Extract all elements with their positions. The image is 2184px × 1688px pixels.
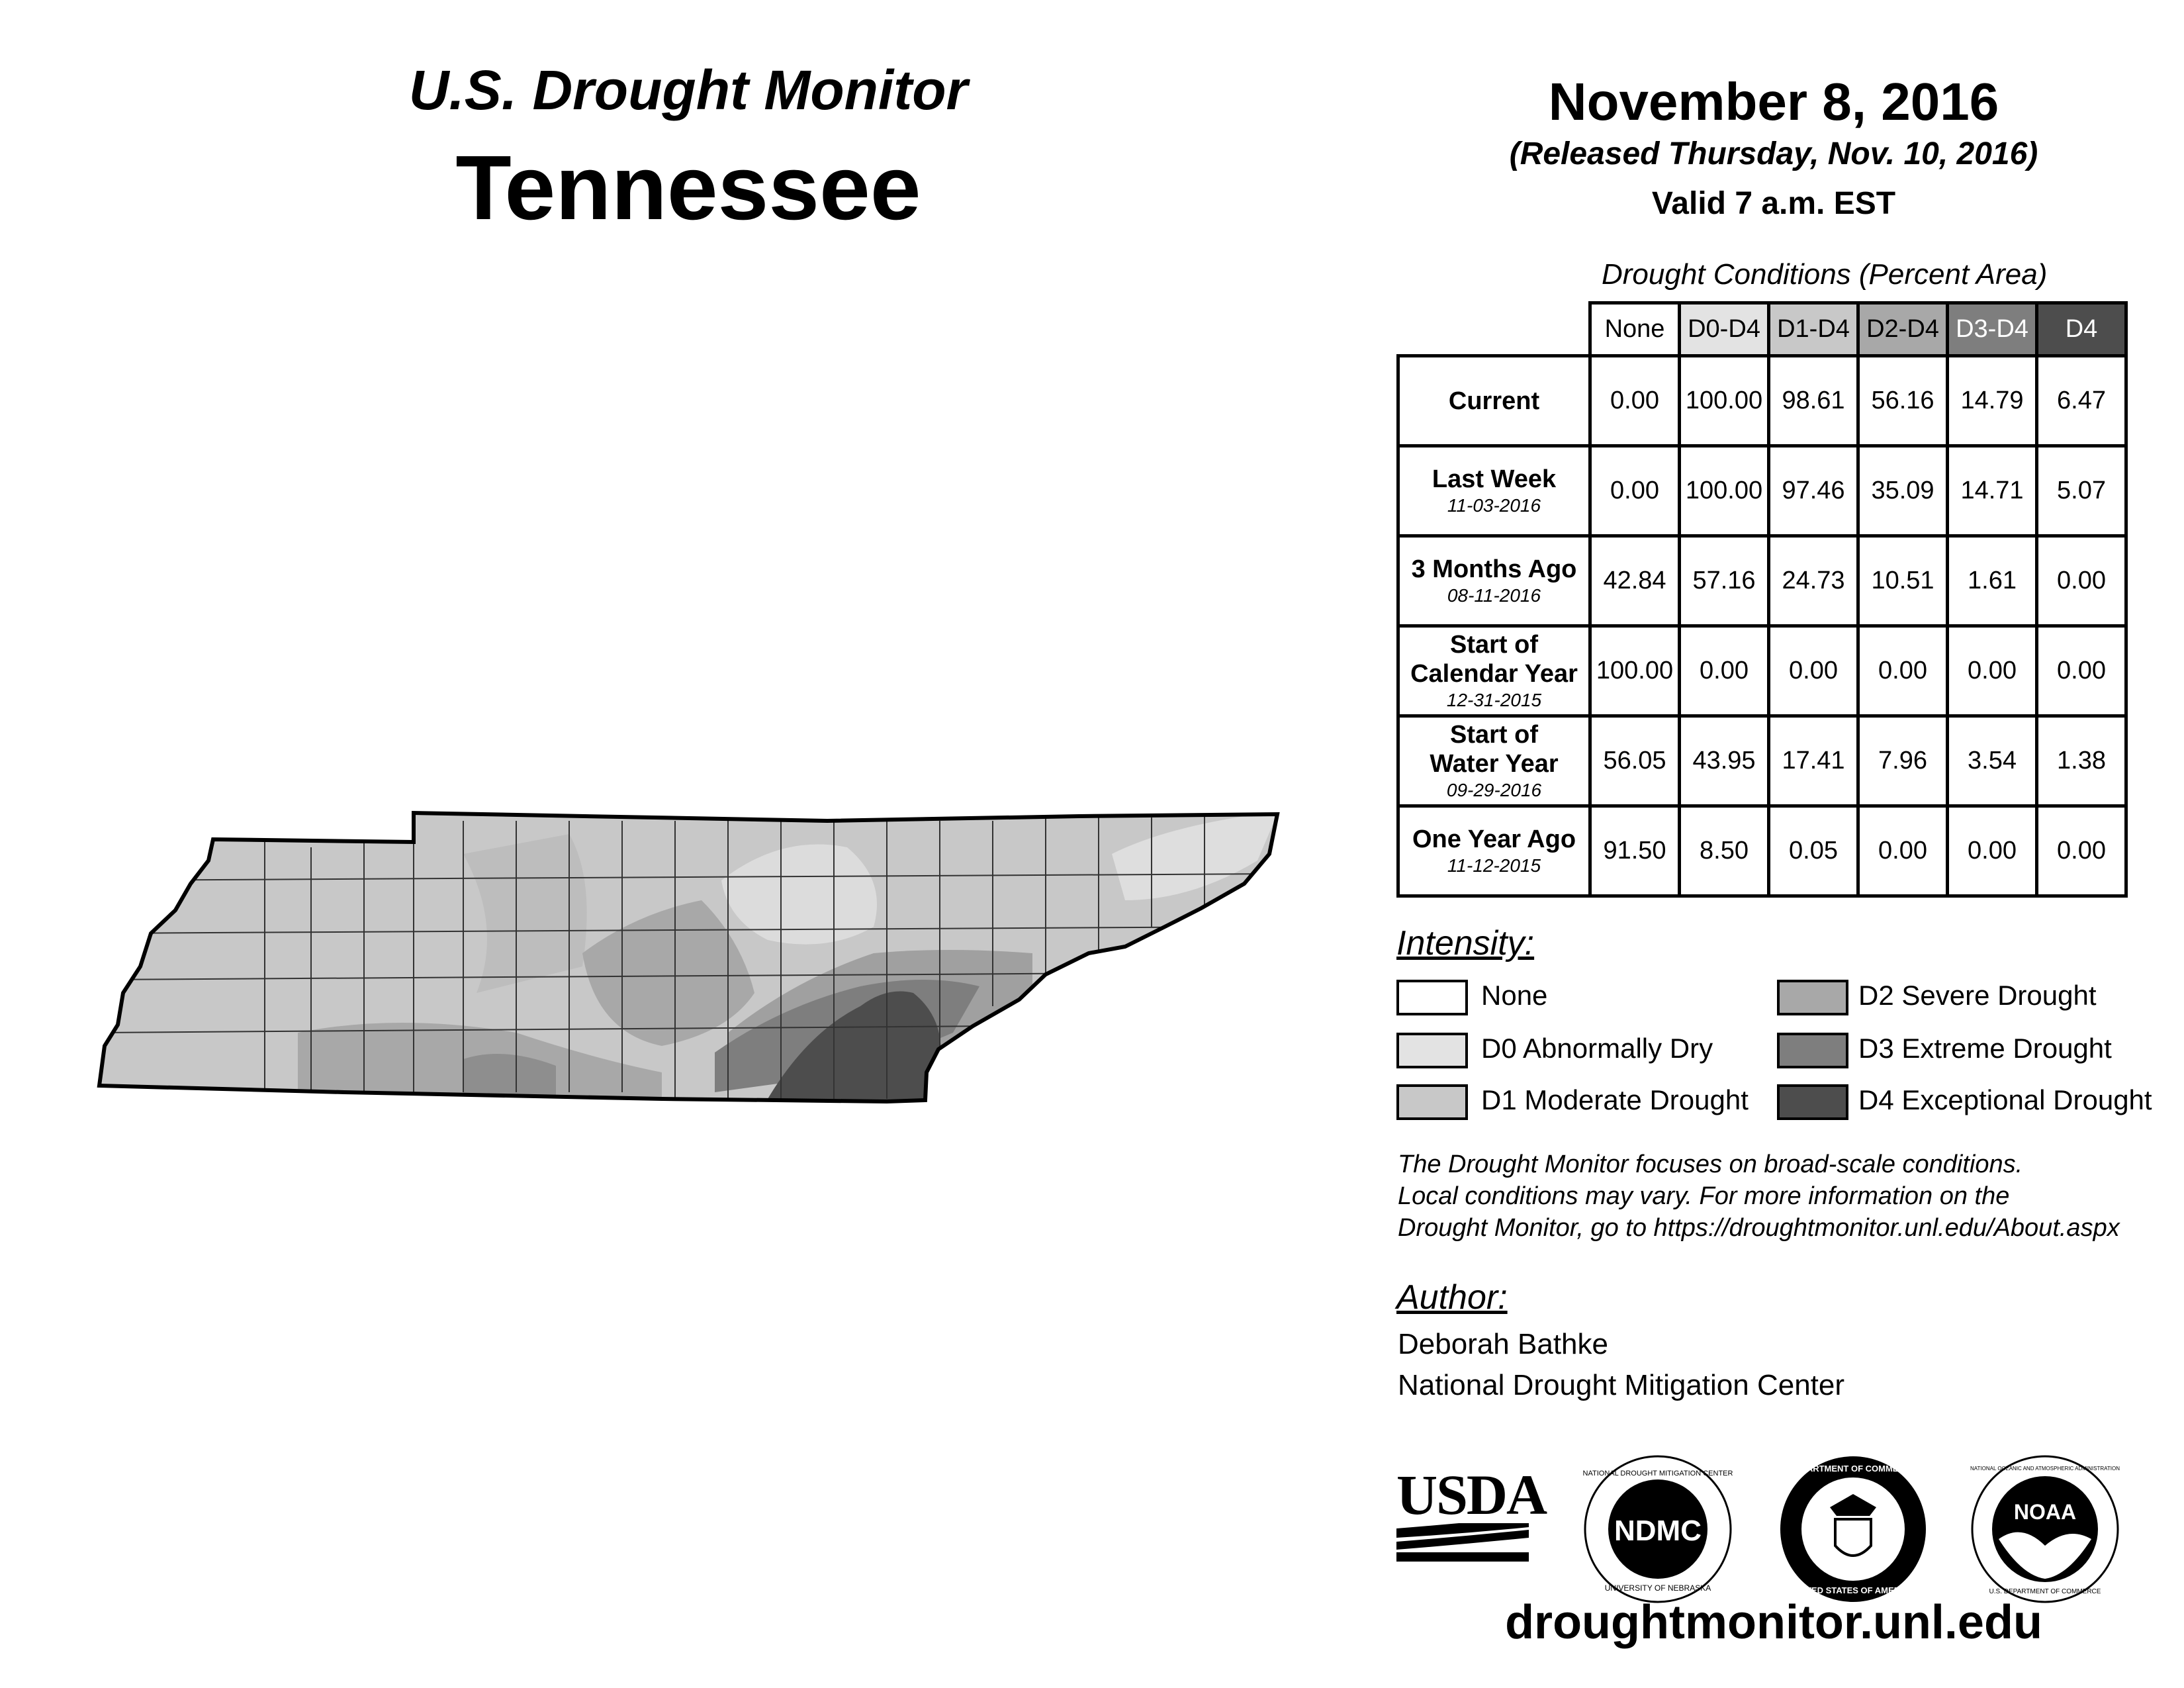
table-cell: 14.71 — [1948, 446, 2037, 536]
note-line: The Drought Monitor focuses on broad-scale conditions. — [1398, 1150, 2023, 1178]
table-cell: 14.79 — [1948, 356, 2037, 446]
col-header-d1-d4: D1-D4 — [1769, 303, 1858, 356]
table-cell: 10.51 — [1858, 536, 1948, 626]
noaa-logo — [1969, 1453, 2121, 1605]
table-cell: 91.50 — [1590, 806, 1680, 896]
row-date: 09-29-2016 — [1446, 779, 1542, 800]
row-label — [1398, 536, 1590, 626]
d3-region-south — [463, 1054, 556, 1112]
row-date: 11-12-2015 — [1447, 855, 1541, 876]
legend-swatch-none — [1396, 980, 1468, 1015]
col-header-d3-d4: D3-D4 — [1948, 303, 2037, 356]
ndmc-ring-bottom: UNIVERSITY OF NEBRASKA — [1604, 1583, 1711, 1593]
table-cell: 0.05 — [1769, 806, 1858, 896]
table-cell: 5.07 — [2037, 446, 2126, 536]
table-row — [1398, 536, 2126, 626]
table-cell: 57.16 — [1680, 536, 1769, 626]
table-cell: 0.00 — [2037, 626, 2126, 716]
table-cell: 1.38 — [2037, 716, 2126, 806]
table-cell: 0.00 — [1769, 626, 1858, 716]
author-block — [1398, 1324, 1844, 1406]
table-cell: 0.00 — [1948, 806, 2037, 896]
row-label-text: Last Week — [1432, 465, 1557, 493]
release-date: (Released Thursday, Nov. 10, 2016) — [1509, 136, 2038, 171]
drought-conditions-table — [1396, 301, 2128, 898]
noaa-ring-top: NATIONAL OCEANIC AND ATMOSPHERIC ADMINISTRATION — [1970, 1466, 2120, 1472]
row-label — [1398, 806, 1590, 896]
usda-logo — [1396, 1463, 1547, 1559]
col-header-d4: D4 — [2037, 303, 2126, 356]
table-cell: 56.16 — [1858, 356, 1948, 446]
table-cell: 100.00 — [1680, 446, 1769, 536]
table-cell: 0.00 — [1858, 626, 1948, 716]
legend-swatch-d4 — [1777, 1084, 1848, 1120]
table-cell: 98.61 — [1769, 356, 1858, 446]
table-cell: 35.09 — [1858, 446, 1948, 536]
legend-swatch-d1 — [1396, 1084, 1468, 1120]
table-cell: 100.00 — [1590, 626, 1680, 716]
table-cell: 7.96 — [1858, 716, 1948, 806]
table-cell: 0.00 — [2037, 806, 2126, 896]
table-cell: 0.00 — [1590, 356, 1680, 446]
legend-label-d1: D1 Moderate Drought — [1481, 1084, 1749, 1115]
col-header-none: None — [1590, 303, 1680, 356]
usda-field-icon — [1396, 1523, 1529, 1563]
usda-logo-text: USDA — [1396, 1463, 1547, 1526]
state-title: Tennessee — [455, 137, 921, 239]
legend-swatch-d0 — [1396, 1033, 1468, 1068]
table-cell: 0.00 — [1858, 806, 1948, 896]
table-corner — [1398, 303, 1590, 356]
table-cell: 0.00 — [1590, 446, 1680, 536]
noaa-ring-bottom: U.S. DEPARTMENT OF COMMERCE — [1989, 1588, 2101, 1595]
row-date: 11-03-2016 — [1447, 494, 1541, 516]
table-cell: 24.73 — [1769, 536, 1858, 626]
table-cell: 1.61 — [1948, 536, 2037, 626]
table-cell: 17.41 — [1769, 716, 1858, 806]
website-url[interactable]: droughtmonitor.unl.edu — [1505, 1596, 2042, 1649]
table-cell: 3.54 — [1948, 716, 2037, 806]
table-cell: 0.00 — [1948, 626, 2037, 716]
noaa-logo-text: NOAA — [2013, 1500, 2077, 1524]
ndmc-ring-top: NATIONAL DROUGHT MITIGATION CENTER — [1582, 1470, 1733, 1477]
legend-label-d4: D4 Exceptional Drought — [1858, 1084, 2152, 1115]
program-title: U.S. Drought Monitor — [408, 59, 968, 121]
row-label — [1398, 626, 1590, 716]
author-heading: Author: — [1396, 1278, 1508, 1317]
row-date: 08-11-2016 — [1447, 585, 1541, 606]
legend-swatch-d3 — [1777, 1033, 1848, 1068]
table-cell: 43.95 — [1680, 716, 1769, 806]
table-cell: 97.46 — [1769, 446, 1858, 536]
table-cell: 56.05 — [1590, 716, 1680, 806]
ndmc-logo — [1582, 1453, 1734, 1605]
table-cell: 8.50 — [1680, 806, 1769, 896]
valid-time: Valid 7 a.m. EST — [1651, 186, 1896, 221]
table-row — [1398, 626, 2126, 716]
ndmc-logo-text: NDMC — [1614, 1515, 1702, 1547]
author-org: National Drought Mitigation Center — [1398, 1369, 1845, 1401]
table-cell: 0.00 — [2037, 536, 2126, 626]
table-cell: 6.47 — [2037, 356, 2126, 446]
row-label-text: Start of Calendar Year — [1410, 630, 1578, 688]
table-row — [1398, 806, 2126, 896]
note-line: Drought Monitor, go to https://droughtmonitor.unl.edu/About.aspx — [1398, 1214, 2120, 1242]
legend-label-d0: D0 Abnormally Dry — [1481, 1033, 1713, 1064]
row-label — [1398, 356, 1590, 446]
table-caption: Drought Conditions (Percent Area) — [1602, 258, 2048, 291]
department-of-commerce-seal — [1777, 1453, 1929, 1605]
row-label-text: Start of Water Year — [1430, 720, 1559, 778]
table-cell: 100.00 — [1680, 356, 1769, 446]
table-cell: 42.84 — [1590, 536, 1680, 626]
col-header-d2-d4: D2-D4 — [1858, 303, 1948, 356]
legend-label-none: None — [1481, 980, 1548, 1011]
table-cell: 0.00 — [1680, 626, 1769, 716]
row-label-text: One Year Ago — [1412, 825, 1576, 853]
disclaimer-note — [1398, 1149, 2179, 1244]
doc-ring-top: DEPARTMENT OF COMMERCE — [1790, 1464, 1917, 1474]
table-row — [1398, 716, 2126, 806]
legend-label-d3: D3 Extreme Drought — [1858, 1033, 2112, 1064]
intensity-heading: Intensity: — [1396, 924, 1535, 962]
legend-swatch-d2 — [1777, 980, 1848, 1015]
table-row — [1398, 446, 2126, 536]
table-row — [1398, 356, 2126, 446]
col-header-d0-d4: D0-D4 — [1680, 303, 1769, 356]
row-date: 12-31-2015 — [1446, 689, 1542, 710]
map-date: November 8, 2016 — [1548, 72, 1999, 131]
note-line: Local conditions may vary. For more information on the — [1398, 1182, 2010, 1210]
legend-label-d2: D2 Severe Drought — [1858, 980, 2097, 1011]
row-label — [1398, 446, 1590, 536]
row-label-text: 3 Months Ago — [1411, 555, 1577, 583]
row-label-text: Current — [1448, 387, 1540, 415]
author-name: Deborah Bathke — [1398, 1328, 1608, 1360]
row-label — [1398, 716, 1590, 806]
doc-ring-bottom: UNITED STATES OF AMERICA — [1791, 1585, 1915, 1595]
